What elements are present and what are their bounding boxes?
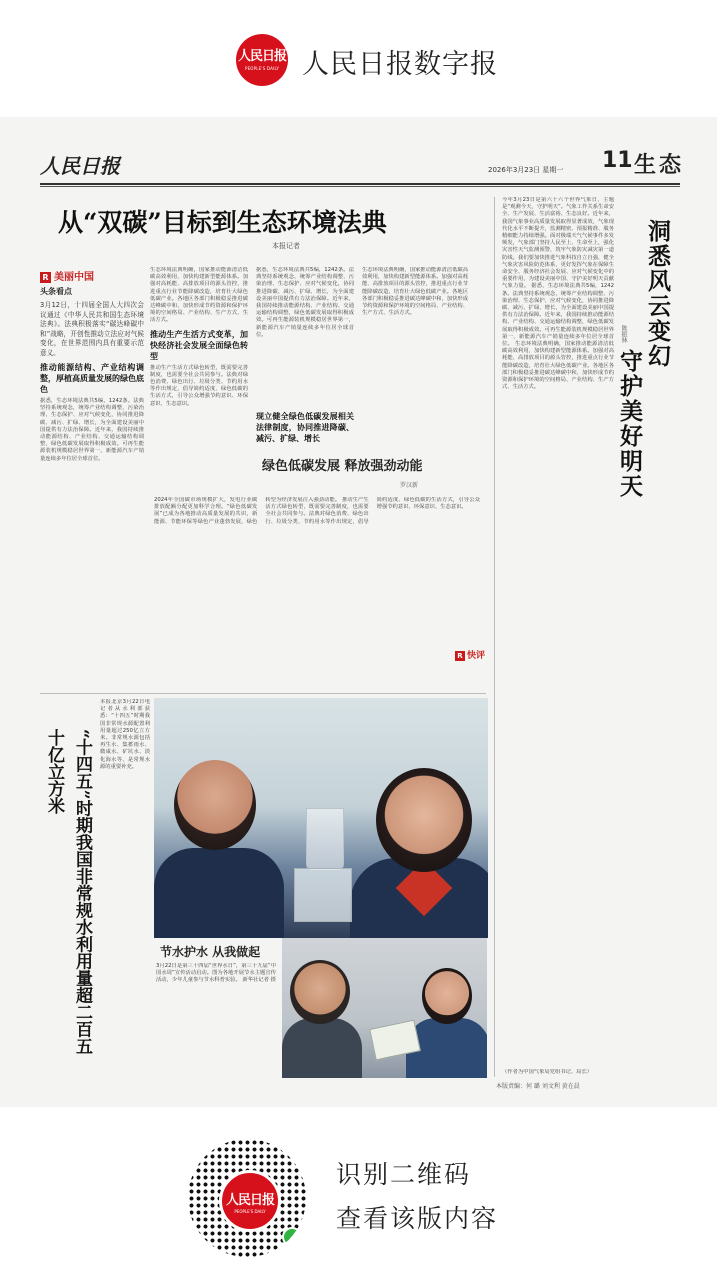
photo-caption-box (156, 963, 276, 1079)
beaker-shape (306, 808, 344, 870)
spacer (256, 293, 354, 294)
main-body-3: 推动生产生活方式绿色转型，既需要完善制度，也需要全社会共同参与。法典对绿色消费、绿色出行、垃圾分类、节约用水等作出规定，倡导简约适度、绿色低碳的生活方式，引导公众增强节约意识、环保意识、生态意识。 (150, 364, 248, 407)
mini-program-icon (282, 1227, 302, 1247)
side-article-byline: 陈振林 (620, 325, 627, 343)
app-title: 人民日报数字报 (302, 49, 498, 80)
main-article-column-3[interactable] (256, 267, 354, 407)
side-body-cont: 据悉，生态环境法典共5编，1242条。法典坚持系统观念，统筹产业结构调整、污染治理、生态保护、应对气候变化，协同推进降碳、减污、扩绿、增长，为全面建设美丽中国提供有力法治保障。近年来，我国持续推动能源结构、产业结构、交通运输结构调整，绿色低碳发展取得积极成效。可再生能源装机规模稳居世界第一，新能源汽车产销量连续多年位居全球首位。 (502, 283, 614, 348)
center-body-cont: 推动生产生活方式绿色转型，既需要完善制度，也需要全社会共同参与。法典对绿色消费、绿色出行、垃圾分类、节约用水等作出规定，倡导简约适度、绿色低碳的生活方式，引导公众增强节约意识、环保意识、生态意识。 (265, 497, 480, 525)
side-body-cont2: 生态环境法典明确，国家推动能源清洁低碳高效利用，加快构建新型能源体系。加强对高耗能、高排放项目的源头管控，推进重点行业节能降碳改造，培育壮大绿色低碳产业。各地区各部门积极稳妥推进碳达峰碳中和，加快形成节约资源和保护环境的空间格局、产业结构、生产方式、生活方式。 (502, 341, 614, 391)
left-article-title[interactable]: “十四五”时期我国非常规水利用量超二百五十亿立方米 (44, 729, 92, 1055)
newspaper-page[interactable] (0, 117, 717, 1107)
quick-comment-label: 快评 (467, 651, 486, 661)
photo-water-activity[interactable] (282, 938, 487, 1078)
main-body-2: 生态环境法典明确，国家推动能源清洁低碳高效利用，加快构建新型能源体系。加强对高耗能、高排放项目的源头管控，推进重点行业节能降碳改造，培育壮大绿色低碳产业。各地区各部门积极稳妥推进碳达峰碳中和，加快形成节约资源和保护环境的空间格局、产业结构、生产方式、生活方式。 (150, 267, 248, 324)
section-tag-label: 美丽中国 (54, 272, 94, 283)
qr-logo-en: PEOPLE'S DAILY (234, 1208, 266, 1214)
section-name: 生态 (634, 153, 685, 178)
main-lead: 3月12日，十四届全国人大四次会议通过《中华人民共和国生态环境法典》。法典积极落实“碳达峰碳中和”战略，开创性推动立法应对气候变化，在世界范围内具有重要示范意义。 (40, 301, 144, 357)
side-body: 今年3月23日是第六十六个世界气象日，主题是“观测今天，守护明天”。气象工作关系生命安全、生产发展、生活富裕、生态良好。近年来，我国气象事业高质量发展取得显著成效，气象现代化水平不断提升，监测精密、预报精准、服务精细能力持续增强。面对极端天气气候事件多发频发，气象部门坚持人民至上、生命至上，强化灾害性天气监测预警，筑牢气象防灾减灾第一道防线。我们要加快推进气象科技自立自强，健全气象灾害风险防范体系，更好发挥气象在保障生命安全、服务经济社会发展、应对气候变化中的重要作用，为建设美丽中国、守护美好明天贡献气象力量。 (502, 197, 614, 290)
logo-en-text: PEOPLE'S DAILY (244, 65, 280, 71)
qr-footer (0, 1107, 717, 1280)
qr-logo-icon (219, 1170, 281, 1232)
subhead: 头条看点 (40, 287, 72, 296)
masthead: 人民日报 (40, 154, 120, 178)
issue-date: 2026年3月23日 星期一 (488, 166, 564, 174)
main-article-column-4[interactable] (362, 267, 468, 447)
child-left-head (174, 760, 256, 850)
column-divider (494, 197, 495, 1077)
main-article-column-1[interactable] (40, 301, 144, 689)
side-article-credit: （作者为中国气象局党组书记、局长） (502, 1069, 593, 1075)
qr-instruction-line-1: 识别二维码 (336, 1160, 472, 1189)
row-divider (40, 693, 486, 694)
qr-instruction-line-2: 查看该版内容 (336, 1204, 499, 1233)
app-header (0, 0, 717, 117)
photo-story-title[interactable]: 节水护水 从我做起 (160, 945, 261, 959)
child-right-head (376, 768, 472, 872)
photo-children-experiment[interactable] (154, 698, 488, 938)
main-byline: 本报记者 (272, 242, 300, 250)
main-heading-3: 现立健全绿色低碳发展相关法律制度，协同推进降碳、减污、扩绿、增长 (256, 412, 354, 443)
main-heading-1: 推动能源结构、产业结构调整，厚植高质量发展的绿色底色 (40, 363, 144, 394)
center-body: 2024年全国碳市场规模扩大，发电行业碳排放配额分配更加科学合理。“绿色低碳发展”已成为各地推动高质量发展的共识，新能源、节能环保等绿色产业蓬勃发展，绿色转型为经济发展注入强劲动能。 (154, 497, 341, 525)
side-article-title-2[interactable]: 守护美好明天 (616, 349, 643, 499)
section-tag (40, 268, 94, 283)
quick-comment-tag (455, 648, 485, 661)
header-rule-thin (40, 186, 680, 187)
adult-figure (282, 1018, 362, 1078)
center-article-body[interactable] (154, 497, 480, 647)
logo-cn-text: 人民日报 (237, 48, 286, 64)
main-headline[interactable]: 从“双碳”目标到生态环境法典 (58, 208, 387, 237)
qr-logo-cn: 人民日报 (225, 1192, 274, 1208)
section-tag-icon: R (40, 272, 51, 283)
center-article-byline: 罗汉新 (400, 482, 419, 489)
child-left-figure (154, 848, 284, 938)
quick-comment-icon: R (455, 651, 465, 661)
main-heading-3-box (256, 407, 354, 447)
main-body-4: 生态环境法典明确，国家推动能源清洁低碳高效利用，加快构建新型能源体系。加强对高耗能、高排放项目的源头管控，推进重点行业节能降碳改造，培育壮大绿色低碳产业。各地区各部门积极稳妥推进碳达峰碳中和，加快形成节约资源和保护环境的空间格局、产业结构、生产方式、生活方式。 (362, 267, 468, 317)
people-daily-logo[interactable] (236, 34, 288, 86)
side-article-credit-box (502, 1069, 682, 1076)
left-article-body[interactable] (100, 699, 150, 1079)
photo-credit: 新华社记者 摄 (242, 977, 276, 984)
center-article-title[interactable]: 绿色低碳发展 释放强劲动能 (262, 459, 423, 474)
left-body: 本报北京3月22日电 记者从水利部获悉：“十四五”时期我国非常规水源配置利用量超过250亿立方米。非常规水源包括再生水、集蓄雨水、微咸水、矿坑水、淡化海水等，是常规水源的重要补充。 (100, 699, 150, 770)
water-container-shape (294, 868, 352, 922)
main-body-1: 据悉，生态环境法典共5编，1242条。法典坚持系统观念，统筹产业结构调整、污染治理、生态保护、应对气候变化，协同推进降碳、减污、扩绿、增长，为全面建设美丽中国提供有力法治保障。近年来，我国持续推动能源结构、产业结构、交通运输结构调整，绿色低碳发展取得积极成效。可再生能源装机规模稳居世界第一，新能源汽车产销量连续多年位居全球首位。 (40, 398, 144, 462)
page-editor-credit: 本版责编：何 璐 刘文利 黄在晨 (496, 1083, 580, 1090)
main-body-3b: 据悉，生态环境法典共5编，1242条。法典坚持系统观念，统筹产业结构调整、污染治理、生态保护、应对气候变化，协同推进降碳、减污、扩绿、增长，为全面建设美丽中国提供有力法治保障。近年来，我国持续推动能源结构、产业结构、交通运输结构调整，绿色低碳发展取得积极成效。可再生能源装机规模稳居世界第一，新能源汽车产销量连续多年位居全球首位。 (256, 267, 354, 338)
student-head (422, 968, 472, 1024)
adult-head (290, 960, 350, 1024)
main-heading-2: 推动生产生活方式变革，加快经济社会发展全面绿色转型 (150, 329, 248, 361)
header-rule (40, 183, 680, 185)
photo-caption: 3月22日是第三十四届“世界水日”，第三十九届“中国水周”宣传活动启动。图为各地开展节水主题宣传活动，少年儿童参与节水科普实验。 (156, 963, 276, 984)
page-number: 11 (602, 148, 633, 173)
side-article-body[interactable] (502, 197, 614, 1077)
qr-code[interactable] (188, 1139, 306, 1257)
side-article-title-1[interactable]: 洞悉风云变幻 (644, 219, 671, 369)
